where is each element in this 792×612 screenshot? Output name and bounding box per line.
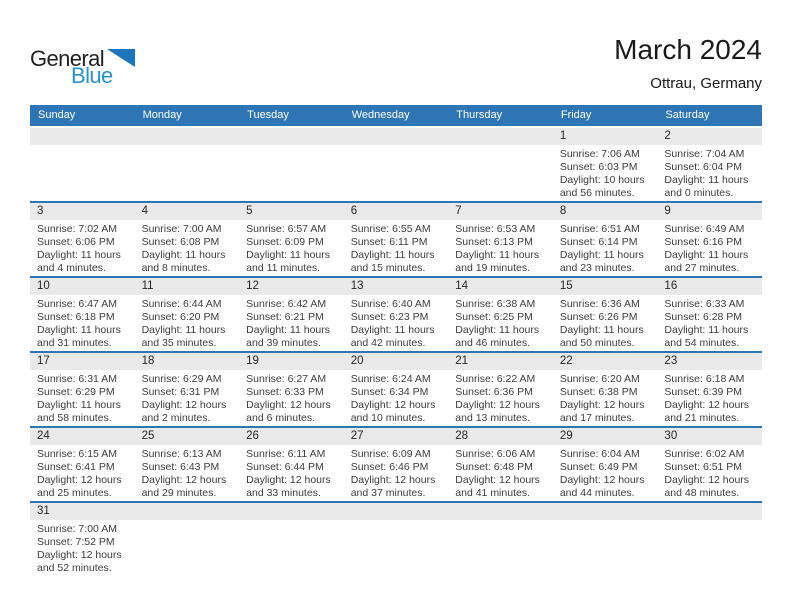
day-number: 21 [448,353,553,370]
day-details [344,295,449,350]
detail-line: and 17 minutes. [559,412,635,424]
day-details [135,220,240,275]
detail-line: Sunrise: 7:02 AM [37,223,117,235]
day-cell-15 [553,278,658,351]
day-number: 20 [344,353,449,370]
day-number [448,503,553,520]
detail-line: and 10 minutes. [350,412,426,424]
detail-line: Sunrise: 6:42 AM [246,298,327,310]
detail-line: Sunset: 6:39 PM [664,386,743,398]
day-number: 19 [239,353,344,370]
day-details [448,445,553,500]
detail-line: Sunrise: 7:00 AM [37,523,117,535]
detail-line: Daylight: 11 hours [246,249,330,261]
day-number [239,128,344,145]
logo-text-general: General [30,46,105,71]
day-number [553,503,658,520]
detail-line: Sunset: 6:25 PM [455,311,533,323]
day-cell-empty [344,128,449,201]
detail-line: Daylight: 12 hours [37,474,122,486]
day-details [344,370,449,425]
day-number: 26 [239,428,344,445]
detail-line: Daylight: 12 hours [246,399,331,411]
detail-line: Daylight: 12 hours [559,399,645,411]
day-cell-21 [448,353,553,426]
day-details [135,520,240,523]
day-cell-27 [344,428,449,501]
day-details [553,370,658,425]
detail-line: Sunset: 6:44 PM [246,461,324,473]
title-block [614,34,762,92]
logo-text-blue: Blue [71,63,113,88]
day-details [657,520,762,523]
day-number: 17 [30,353,135,370]
detail-line: Sunset: 6:20 PM [141,311,220,323]
detail-line: Daylight: 11 hours [664,324,749,336]
day-cell-empty [344,503,449,576]
detail-line: Sunset: 6:13 PM [455,236,533,248]
detail-line: and 4 minutes. [37,262,106,274]
day-cell-6 [344,203,449,276]
day-cell-13 [344,278,449,351]
day-details [135,370,240,425]
day-cell-30 [657,428,762,501]
detail-line: Daylight: 11 hours [455,249,540,261]
detail-line: and 8 minutes. [141,262,211,274]
detail-line: Daylight: 12 hours [141,399,227,411]
detail-line: Sunrise: 6:36 AM [559,298,640,310]
detail-line: and 27 minutes. [664,262,740,274]
day-details [239,220,344,275]
detail-line: Sunset: 6:46 PM [350,461,429,473]
day-cell-4 [135,203,240,276]
day-number [239,503,344,520]
day-cell-25 [135,428,240,501]
day-details [30,220,135,275]
day-details [344,220,449,275]
day-cell-16 [657,278,762,351]
day-cell-7 [448,203,553,276]
day-cell-5 [239,203,344,276]
detail-line: Sunset: 6:16 PM [664,236,743,248]
weekday-label-thursday: Thursday [456,109,503,121]
day-cell-31 [30,503,135,576]
day-cell-19 [239,353,344,426]
detail-line: Daylight: 11 hours [37,249,121,261]
weekday-label-friday: Friday [560,109,592,121]
detail-line: Daylight: 12 hours [455,474,540,486]
day-cell-20 [344,353,449,426]
day-number: 10 [30,278,135,295]
detail-line: Sunrise: 6:11 AM [246,448,326,460]
detail-line: Sunrise: 6:49 AM [664,223,745,235]
day-number [30,128,135,145]
detail-line: Sunset: 6:28 PM [664,311,743,323]
day-number: 2 [657,128,762,145]
detail-line: Sunrise: 6:22 AM [455,373,536,385]
day-number [135,128,240,145]
detail-line: and 21 minutes. [664,412,740,424]
detail-line: Sunrise: 6:18 AM [664,373,745,385]
detail-line: Sunset: 6:11 PM [350,236,428,248]
detail-line: Sunset: 6:31 PM [141,386,220,398]
day-cell-2 [657,128,762,201]
detail-line: Daylight: 12 hours [664,399,750,411]
day-number: 5 [239,203,344,220]
detail-line: and 13 minutes. [455,412,530,424]
day-number: 24 [30,428,135,445]
day-cell-23 [657,353,762,426]
detail-line: Daylight: 11 hours [559,249,644,261]
detail-line: Sunset: 6:14 PM [559,236,638,248]
week-row [30,353,762,428]
day-cell-1 [553,128,658,201]
detail-line: Daylight: 12 hours [350,474,436,486]
detail-line: Daylight: 12 hours [559,474,645,486]
detail-line: Sunset: 6:18 PM [37,311,115,323]
detail-line: Sunset: 6:33 PM [246,386,324,398]
weekday-label-saturday: Saturday [665,109,710,121]
detail-line: Daylight: 11 hours [350,249,435,261]
day-cell-11 [135,278,240,351]
day-details [30,520,135,575]
day-cell-empty [239,503,344,576]
day-number: 28 [448,428,553,445]
day-details [553,145,658,200]
day-details [344,145,449,148]
day-cell-18 [135,353,240,426]
day-cell-empty [30,128,135,201]
day-cell-26 [239,428,344,501]
detail-line: Sunrise: 6:29 AM [141,373,222,385]
detail-line: and 2 minutes. [141,412,211,424]
day-number: 27 [344,428,449,445]
detail-line: Sunrise: 6:57 AM [246,223,327,235]
day-cell-14 [448,278,553,351]
day-number: 31 [30,503,135,520]
calendar-grid [30,105,762,576]
detail-line: Daylight: 12 hours [141,474,227,486]
day-number: 25 [135,428,240,445]
detail-line: Sunrise: 6:40 AM [350,298,431,310]
day-cell-empty [448,503,553,576]
detail-line: and 56 minutes. [559,187,635,199]
detail-line: Sunrise: 6:24 AM [350,373,431,385]
day-details [553,520,658,523]
day-number: 18 [135,353,240,370]
day-cell-empty [657,503,762,576]
day-details [553,220,658,275]
detail-line: and 0 minutes. [664,187,734,199]
detail-line: and 29 minutes. [141,487,217,499]
detail-line: and 42 minutes. [350,337,426,349]
detail-line: and 37 minutes. [350,487,426,499]
day-details [239,445,344,500]
day-details [657,295,762,350]
detail-line: Daylight: 11 hours [664,249,749,261]
week-row [30,128,762,203]
day-details [344,520,449,523]
detail-line: and 25 minutes. [37,487,112,499]
detail-line: Daylight: 11 hours [246,324,330,336]
detail-line: Sunset: 6:29 PM [37,386,115,398]
day-details [657,445,762,500]
week-row [30,503,762,576]
detail-line: Daylight: 11 hours [141,324,226,336]
detail-line: Sunset: 6:26 PM [559,311,638,323]
detail-line: and 46 minutes. [455,337,530,349]
day-cell-empty [448,128,553,201]
day-details [657,145,762,200]
detail-line: and 19 minutes. [455,262,530,274]
detail-line: Sunrise: 6:53 AM [455,223,536,235]
day-cell-22 [553,353,658,426]
detail-line: Sunset: 6:48 PM [455,461,533,473]
detail-line: Sunrise: 6:33 AM [664,298,745,310]
day-details [135,145,240,148]
day-details [448,295,553,350]
week-row [30,428,762,503]
day-details [30,445,135,500]
day-details [657,220,762,275]
day-cell-12 [239,278,344,351]
day-cell-8 [553,203,658,276]
detail-line: Sunset: 6:06 PM [37,236,115,248]
detail-line: Sunset: 7:52 PM [37,536,115,548]
detail-line: Daylight: 11 hours [559,324,644,336]
day-details [30,145,135,148]
day-details [448,520,553,523]
day-number: 22 [553,353,658,370]
detail-line: and 11 minutes. [246,262,321,274]
detail-line: Daylight: 12 hours [246,474,331,486]
day-number: 6 [344,203,449,220]
location-subtitle: Ottrau, Germany [650,75,762,92]
day-cell-empty [553,503,658,576]
detail-line: and 15 minutes. [350,262,426,274]
day-details [553,295,658,350]
detail-line: Sunrise: 6:15 AM [37,448,117,460]
weekday-label-wednesday: Wednesday [351,109,410,121]
detail-line: Sunset: 6:41 PM [37,461,115,473]
day-details [553,445,658,500]
day-details [239,520,344,523]
day-number: 3 [30,203,135,220]
day-details [448,145,553,148]
day-details [30,370,135,425]
day-number [344,128,449,145]
detail-line: Sunrise: 6:51 AM [559,223,640,235]
day-cell-empty [135,503,240,576]
day-number [657,503,762,520]
day-number: 7 [448,203,553,220]
detail-line: Sunrise: 6:44 AM [141,298,222,310]
day-cell-24 [30,428,135,501]
detail-line: and 39 minutes. [246,337,321,349]
detail-line: Daylight: 11 hours [350,324,435,336]
day-details [448,370,553,425]
detail-line: Sunrise: 6:13 AM [141,448,222,460]
detail-line: and 44 minutes. [559,487,635,499]
day-number: 30 [657,428,762,445]
detail-line: Daylight: 11 hours [664,174,749,186]
weekday-header-row [30,105,762,126]
detail-line: Sunrise: 7:04 AM [664,148,745,160]
day-number: 15 [553,278,658,295]
day-number [135,503,240,520]
detail-line: Sunset: 6:04 PM [664,161,743,173]
detail-line: Sunrise: 6:09 AM [350,448,431,460]
detail-line: Daylight: 11 hours [37,399,121,411]
day-cell-17 [30,353,135,426]
detail-line: Daylight: 12 hours [350,399,436,411]
detail-line: and 41 minutes. [455,487,530,499]
detail-line: Sunrise: 6:04 AM [559,448,640,460]
detail-line: Sunrise: 6:06 AM [455,448,536,460]
week-row [30,278,762,353]
day-number: 11 [135,278,240,295]
day-details [239,295,344,350]
day-number: 12 [239,278,344,295]
detail-line: Daylight: 10 hours [559,174,645,186]
detail-line: and 48 minutes. [664,487,740,499]
detail-line: and 6 minutes. [246,412,316,424]
day-number: 14 [448,278,553,295]
day-details [239,370,344,425]
weekday-label-tuesday: Tuesday [247,109,289,121]
detail-line: and 52 minutes. [37,562,112,574]
detail-line: Sunrise: 6:38 AM [455,298,536,310]
day-cell-28 [448,428,553,501]
day-number [448,128,553,145]
day-details [30,295,135,350]
day-cell-29 [553,428,658,501]
detail-line: Sunrise: 7:06 AM [559,148,640,160]
day-number: 4 [135,203,240,220]
detail-line: Sunset: 6:43 PM [141,461,220,473]
day-cell-empty [239,128,344,201]
detail-line: and 35 minutes. [141,337,217,349]
detail-line: Sunrise: 6:02 AM [664,448,745,460]
detail-line: Sunrise: 6:47 AM [37,298,117,310]
detail-line: Sunrise: 6:31 AM [37,373,117,385]
day-number [344,503,449,520]
day-cell-empty [135,128,240,201]
day-details [657,370,762,425]
detail-line: Sunset: 6:03 PM [559,161,638,173]
day-cell-3 [30,203,135,276]
detail-line: Daylight: 12 hours [455,399,540,411]
weekday-label-monday: Monday [142,109,182,121]
detail-line: Sunrise: 6:55 AM [350,223,431,235]
detail-line: Daylight: 11 hours [37,324,121,336]
week-row [30,203,762,278]
day-details [344,445,449,500]
detail-line: and 58 minutes. [37,412,112,424]
detail-line: and 33 minutes. [246,487,321,499]
detail-line: Sunset: 6:51 PM [664,461,743,473]
detail-line: and 54 minutes. [664,337,740,349]
detail-line: Daylight: 11 hours [141,249,226,261]
detail-line: Sunset: 6:21 PM [246,311,324,323]
detail-line: and 31 minutes. [37,337,112,349]
detail-line: Sunset: 6:34 PM [350,386,429,398]
detail-line: and 23 minutes. [559,262,635,274]
day-number: 16 [657,278,762,295]
detail-line: Sunrise: 6:27 AM [246,373,327,385]
day-number: 8 [553,203,658,220]
detail-line: Sunset: 6:08 PM [141,236,220,248]
page-title: March 2024 [614,34,762,65]
detail-line: Sunset: 6:23 PM [350,311,429,323]
day-cell-9 [657,203,762,276]
detail-line: Daylight: 11 hours [455,324,540,336]
day-number: 13 [344,278,449,295]
detail-line: Sunrise: 7:00 AM [141,223,222,235]
detail-line: and 50 minutes. [559,337,635,349]
general-blue-logo [30,46,150,90]
day-details [239,145,344,148]
detail-line: Sunset: 6:49 PM [559,461,638,473]
day-details [135,295,240,350]
detail-line: Sunset: 6:38 PM [559,386,638,398]
day-number: 23 [657,353,762,370]
detail-line: Sunrise: 6:20 AM [559,373,640,385]
calendar-weeks [30,128,762,576]
detail-line: Sunset: 6:09 PM [246,236,324,248]
detail-line: Daylight: 12 hours [37,549,122,561]
day-details [135,445,240,500]
day-cell-10 [30,278,135,351]
weekday-label-sunday: Sunday [38,109,76,121]
day-number: 1 [553,128,658,145]
detail-line: Daylight: 12 hours [664,474,750,486]
day-number: 9 [657,203,762,220]
day-details [448,220,553,275]
day-number: 29 [553,428,658,445]
detail-line: Sunset: 6:36 PM [455,386,533,398]
